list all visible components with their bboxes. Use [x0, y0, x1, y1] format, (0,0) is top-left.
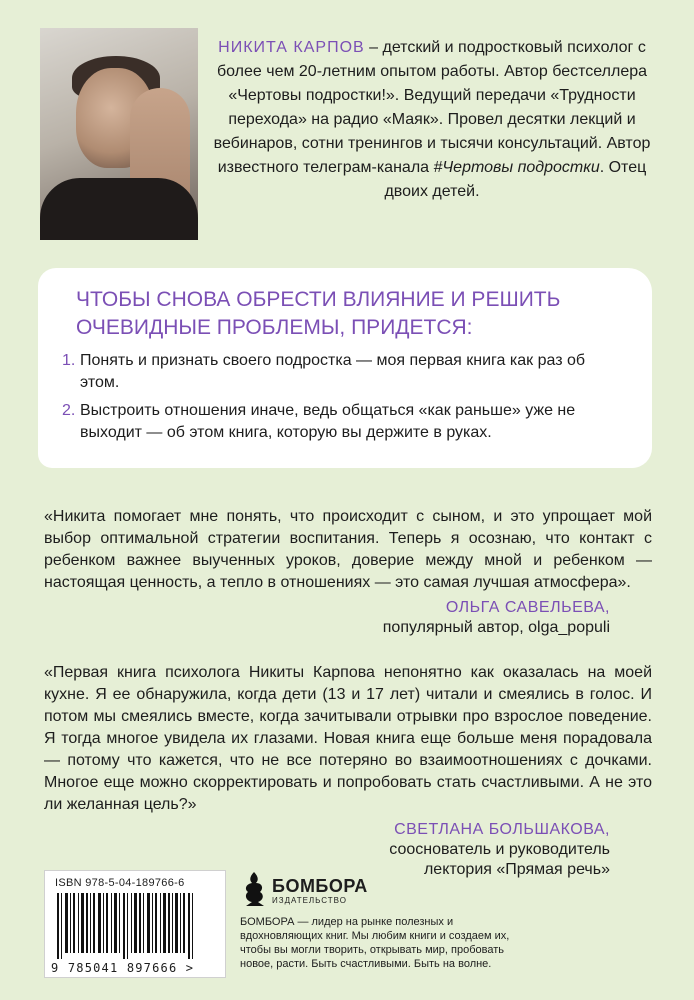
bio-channel: #Чертовы подростки — [433, 159, 600, 176]
author-photo — [40, 28, 198, 240]
publisher-logo — [240, 870, 380, 910]
publisher-logo-text: БОМБОРА — [272, 876, 368, 896]
barcode — [44, 870, 226, 978]
quote-attribution — [210, 598, 610, 638]
publisher-logo-sub: ИЗДАТЕЛЬСТВО — [272, 896, 347, 905]
quote-author: СВЕТЛАНА БОЛЬШАКОВА, — [394, 821, 610, 838]
list-item — [62, 400, 622, 444]
barcode-digits: 9 785041 897666 > — [51, 961, 195, 975]
publisher-description: БОМБОРА — лидер на рынке полезных и вдохновляющих книг. Мы любим книги и создаем их, чтобы вы могли творить, открывать мир, пробовать новое, расти. Быть счастливыми. Быть на волне. — [240, 916, 510, 970]
quote-author: ОЛЬГА САВЕЛЬЕВА, — [445, 599, 610, 616]
barcode-bars — [53, 893, 217, 959]
bio-text-end: . Отец двоих детей. — [384, 159, 647, 200]
quote-author-role: популярный автор, olga_populi — [382, 619, 610, 636]
quote-author-role: лектория «Прямая речь» — [423, 861, 610, 878]
panel-list — [62, 350, 622, 450]
list-text: Понять и признать своего подростка — моя первая книга как раз об этом. — [80, 352, 586, 391]
bio-text: – детский и подростковый психолог с более чем 20-летним опытом работы. Автор бестселлера «Чертовы подростки!». Ведущий передачи «Трудности перехода» на радио «Маяк». Провел десятки лекций и вебинаров, сотни тренингов и тысячи консультаций. Автор известного телеграм-канала — [213, 39, 651, 176]
quote-author-role: сооснователь и руководитель — [389, 841, 610, 858]
panel-title: ЧТОБЫ СНОВА ОБРЕСТИ ВЛИЯНИЕ И РЕШИТЬ ОЧЕВИДНЫЕ ПРОБЛЕМЫ, ПРИДЕТСЯ: — [76, 288, 561, 339]
isbn-label: ISBN 978-5-04-189766-6 — [55, 877, 185, 889]
list-item — [62, 350, 622, 394]
list-number: 1. — [62, 352, 76, 369]
list-text: Выстроить отношения иначе, ведь общаться «как раньше» уже не выходит — об этом книга, которую вы держите в руках. — [80, 402, 576, 441]
quote-text: «Никита помогает мне понять, что происходит с сыном, и это упрощает мой выбор оптимальной стратегии воспитания. Теперь я осознаю, что контакт с ребенком важнее выученных уроков, доверие между мной и ребенком — настоящая ценность, а тепло в отношениях — это самая лучшая атмосфера». — [44, 508, 652, 591]
publisher-logo-icon — [240, 870, 268, 906]
quote-text: «Первая книга психолога Никиты Карпова непонятно как оказалась на моей кухне. Я ее обнаружила, когда дети (13 и 17 лет) читали и смеялись в голос. И потом мы смеялись вместе, когда зачитывали отрывки про взрослое поведение. Я тогда многое увидела их глазами. Новая книга еще больше меня порадовала — потому что кажется, что не все потеряно во взаимоотношениях с дочками. Многое еще можно скорректировать и попробовать стать счастливыми. А не это ли желанная цель?» — [44, 664, 652, 813]
list-number: 2. — [62, 402, 76, 419]
author-bio — [212, 36, 652, 204]
author-name: НИКИТА КАРПОВ — [218, 39, 365, 56]
